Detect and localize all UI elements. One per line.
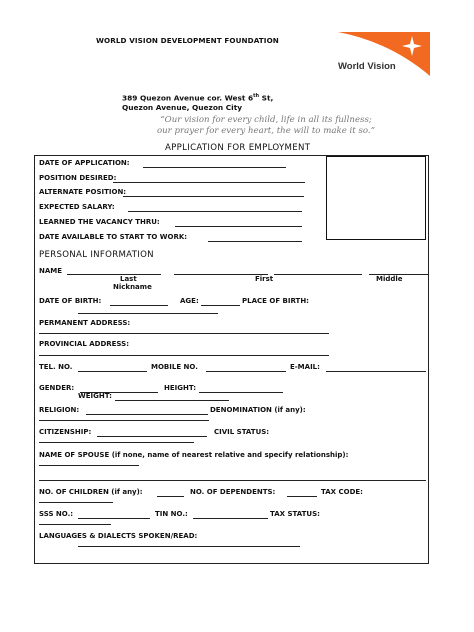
citizenship-label: CITIZENSHIP: — [39, 428, 92, 436]
photo-box[interactable] — [326, 156, 426, 240]
last-sublabel: Last — [120, 275, 137, 283]
date-of-birth-field[interactable] — [110, 305, 168, 306]
motto-line-1: “Our vision for every child, life in all its fullness; — [160, 115, 372, 125]
languages-label: LANGUAGES & DIALECTS SPOKEN/READ: — [39, 532, 198, 540]
position-desired-field[interactable] — [113, 182, 305, 183]
dependents-field[interactable] — [287, 496, 317, 497]
expected-salary-label: EXPECTED SALARY: — [39, 203, 115, 211]
tax-status-label: TAX STATUS: — [270, 510, 320, 518]
first-sublabel: First — [255, 275, 274, 283]
learned-vacancy-field[interactable] — [175, 226, 302, 227]
place-of-birth-field[interactable] — [78, 313, 218, 314]
permanent-address-label: PERMANENT ADDRESS: — [39, 319, 131, 327]
nickname-sublabel: Nickname — [113, 283, 152, 291]
date-available-label: DATE AVAILABLE TO START TO WORK: — [39, 233, 188, 241]
denomination-field[interactable] — [39, 420, 209, 421]
form-title: APPLICATION FOR EMPLOYMENT — [165, 143, 311, 153]
logo-text: World Vision — [338, 61, 396, 72]
date-of-birth-label: DATE OF BIRTH: — [39, 297, 102, 305]
religion-field[interactable] — [86, 414, 208, 415]
expected-salary-field[interactable] — [128, 211, 302, 212]
last-name-field[interactable] — [67, 274, 161, 275]
mobile-no-field[interactable] — [206, 371, 286, 372]
gender-label: GENDER: — [39, 384, 75, 392]
middle-name-field[interactable] — [274, 274, 362, 275]
sss-field[interactable] — [78, 518, 150, 519]
name-label: NAME — [39, 267, 63, 275]
organization-name: WORLD VISION DEVELOPMENT FOUNDATION — [96, 36, 279, 45]
date-of-application-field[interactable] — [143, 167, 286, 168]
email-label: E-MAIL: — [290, 363, 320, 371]
email-field[interactable] — [326, 371, 426, 372]
sss-label: SSS NO.: — [39, 510, 74, 518]
tin-field[interactable] — [193, 518, 268, 519]
world-vision-logo — [330, 30, 430, 76]
spouse-field-1[interactable] — [39, 465, 139, 466]
tel-no-label: TEL. NO. — [39, 363, 73, 371]
tax-code-field[interactable] — [39, 502, 113, 503]
spouse-field-2[interactable] — [39, 480, 426, 481]
alternate-position-label: ALTERNATE POSITION: — [39, 188, 127, 196]
height-field[interactable] — [199, 392, 283, 393]
personal-info-heading: PERSONAL INFORMATION — [39, 250, 154, 260]
address-line-2: Quezon Avenue, Quezon City — [122, 103, 243, 112]
religion-label: RELIGION: — [39, 406, 80, 414]
children-field[interactable] — [157, 496, 184, 497]
weight-field[interactable] — [115, 400, 229, 401]
civil-status-label: CIVIL STATUS: — [214, 428, 270, 436]
spouse-label: NAME OF SPOUSE (if none, name of nearest relative and specify relationship): — [39, 451, 349, 459]
provincial-address-field[interactable] — [39, 355, 329, 356]
date-of-application-label: DATE OF APPLICATION: — [39, 159, 130, 167]
place-of-birth-label: PLACE OF BIRTH: — [242, 297, 309, 305]
age-label: AGE: — [180, 297, 199, 305]
dependents-label: NO. OF DEPENDENTS: — [190, 488, 276, 496]
middle-sublabel: Middle — [376, 275, 403, 283]
position-desired-label: POSITION DESIRED: — [39, 174, 117, 182]
age-field[interactable] — [201, 305, 240, 306]
first-name-field[interactable] — [174, 274, 268, 275]
date-available-field[interactable] — [208, 241, 302, 242]
mobile-no-label: MOBILE NO. — [151, 363, 198, 371]
denomination-label: DENOMINATION (if any): — [210, 406, 306, 414]
tax-status-field[interactable] — [39, 524, 111, 525]
frame-gap-line — [34, 290, 35, 298]
children-label: NO. OF CHILDREN (if any): — [39, 488, 143, 496]
weight-label: WEIGHT: — [78, 392, 112, 400]
learned-vacancy-label: LEARNED THE VACANCY THRU: — [39, 218, 160, 226]
citizenship-field[interactable] — [97, 436, 207, 437]
alternate-position-field[interactable] — [123, 196, 304, 197]
tel-no-field[interactable] — [78, 371, 147, 372]
tin-label: TIN NO.: — [155, 510, 188, 518]
languages-field[interactable] — [78, 546, 300, 547]
provincial-address-label: PROVINCIAL ADDRESS: — [39, 340, 129, 348]
motto-line-2: our prayer for every heart, the will to make it so.” — [156, 126, 376, 136]
tax-code-label: TAX CODE: — [321, 488, 363, 496]
civil-status-field[interactable] — [39, 442, 194, 443]
address-line-1: 389 Quezon Avenue cor. West 6th St, — [122, 93, 274, 103]
height-label: HEIGHT: — [164, 384, 197, 392]
permanent-address-field[interactable] — [39, 333, 329, 334]
